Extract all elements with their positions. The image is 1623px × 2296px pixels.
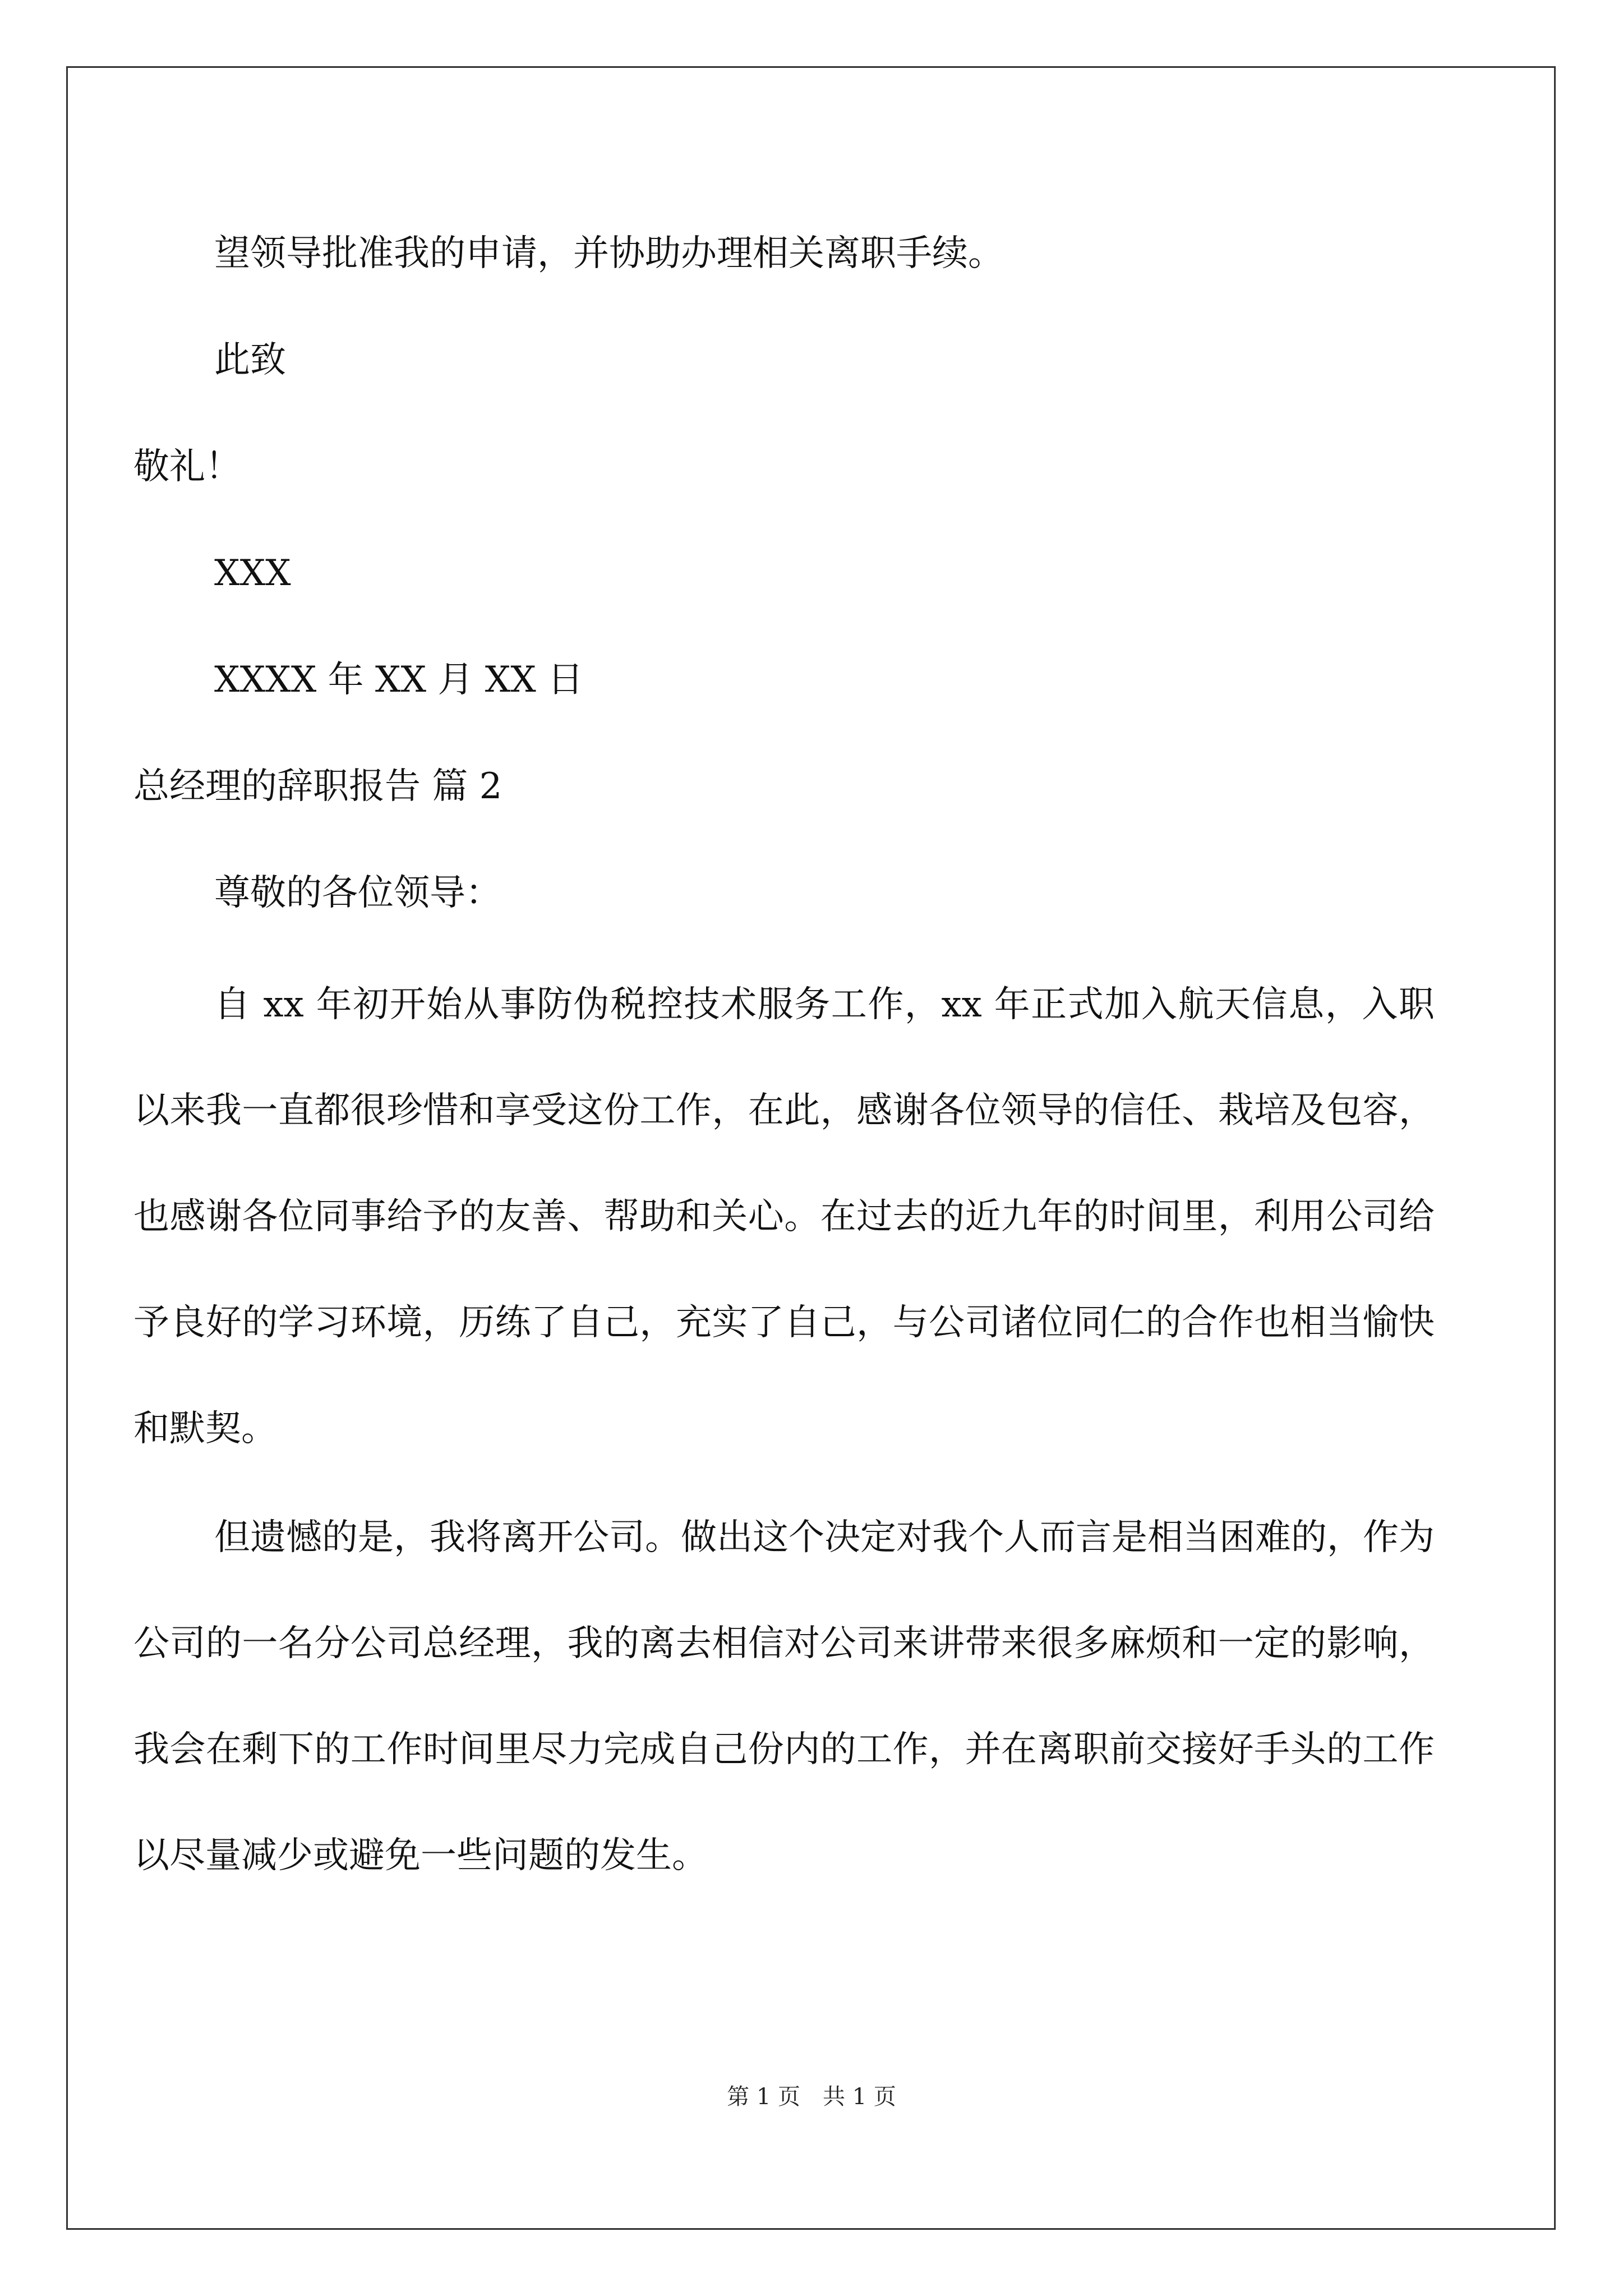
- closing-request-text: 望领导批准我的申请，并协助办理相关离职手续。: [214, 233, 1004, 274]
- page-footer: 第 1 页 共 1 页: [727, 2084, 896, 2110]
- jingli-text: 敬礼！: [133, 446, 241, 487]
- signature-name: XXX: [214, 553, 291, 594]
- body-paragraph-2: 但遗憾的是，我将离开公司。做出这个决定对我个人而言是相当困难的，作为公司的一名分公司总经理，我的离去相信对公司来讲带来很多麻烦和一定的影响，我会在剩下的工作时间里尽力完成自己份内的工作，并在离职前交接好手头的工作以尽量减少或避免一些问题的发生。: [133, 1517, 1435, 1876]
- salutation-text: 尊敬的各位领导：: [214, 872, 501, 914]
- body-paragraph-1: 自 xx 年初开始从事防伪税控技术服务工作，xx 年正式加入航天信息，入职以来我一直都很珍惜和享受这份工作，在此，感谢各位领导的信任、栽培及包容，也感谢各位同事给予的友善、帮助和关心。在过去的近九年的时间里，利用公司给予良好的学习环境，历练了自己，充实了自己，与公司诸位同仁的合作也相当愉快和默契。: [133, 984, 1435, 1450]
- date-text: XXXX 年 XX 月 XX 日: [214, 659, 584, 701]
- cizhi-text: 此致: [214, 339, 286, 381]
- section-heading: 总经理的辞职报告 篇 2: [133, 766, 502, 807]
